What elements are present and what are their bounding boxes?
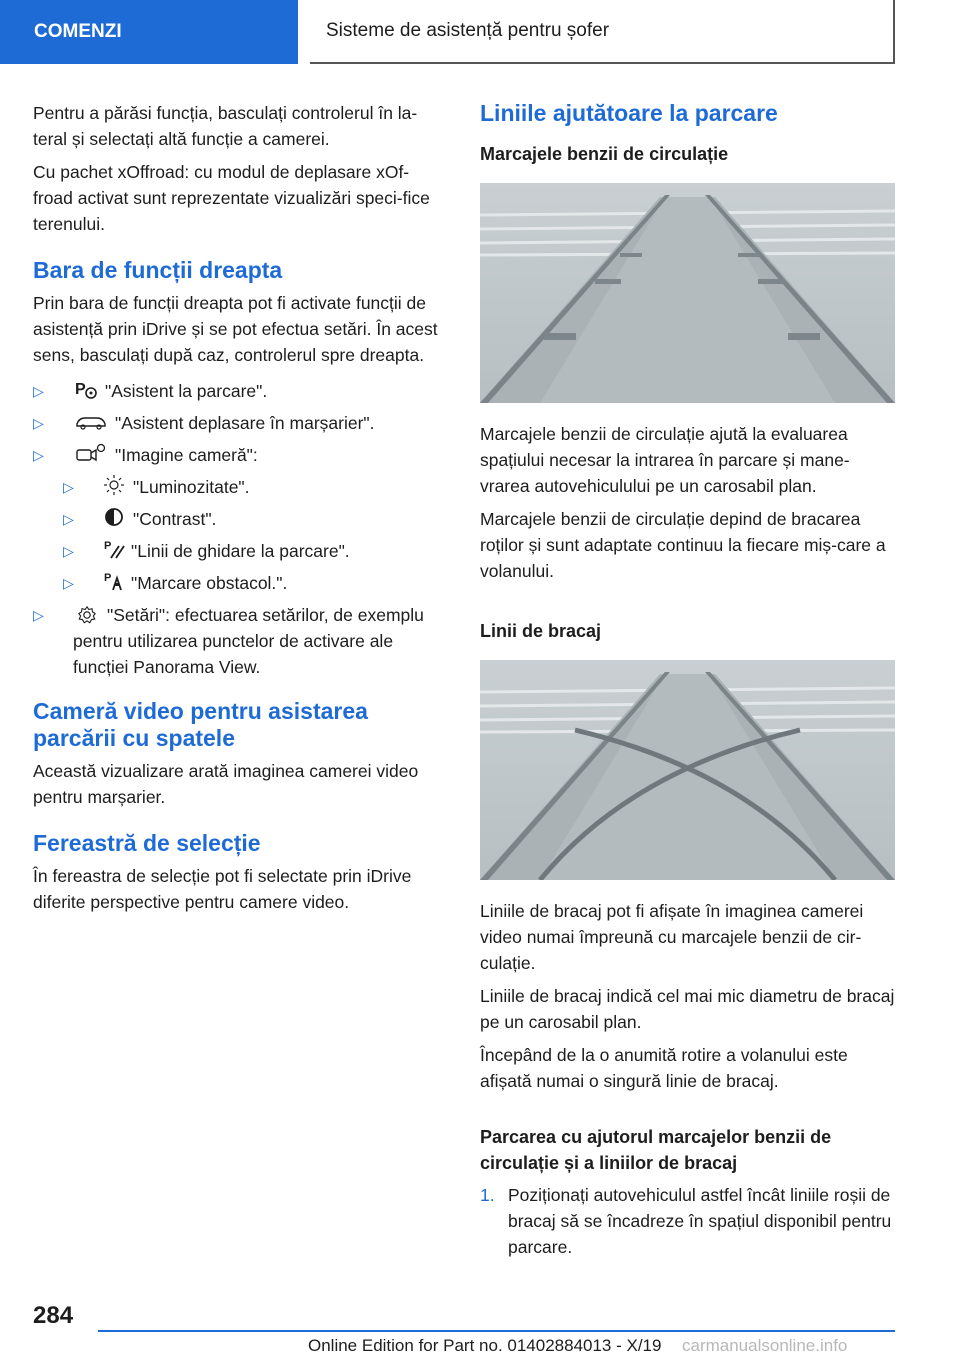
heading-turning-lines: Linii de bracaj xyxy=(480,621,602,641)
triangle-bullet-icon: ▷ xyxy=(63,543,74,559)
triangle-bullet-icon: ▷ xyxy=(33,415,44,431)
triangle-bullet-icon: ▷ xyxy=(63,575,74,591)
paragraph: Această vizualizare arată imaginea camerei video pentru marșarier. xyxy=(33,761,419,807)
list-item: ▷ "Imagine cameră": xyxy=(33,442,447,468)
list-item: ▷ "Luminozitate". xyxy=(33,474,447,500)
paragraph: Marcajele benzii de circulație ajută la evaluarea spațiului necesar la intrarea în parcare și mane-vrarea autovehiculului pe un carosabil plan. xyxy=(480,424,850,496)
triangle-bullet-icon: ▷ xyxy=(63,511,74,527)
watermark: carmanualsonline.info xyxy=(682,1336,848,1355)
edition-text: Online Edition for Part no. 01402884013 - X/19 xyxy=(308,1336,662,1355)
heading-rear-camera: Cameră video pentru asistarea parcării cu spatele xyxy=(33,698,368,751)
paragraph: Liniile de bracaj indică cel mai mic diametru de bracaj pe un carosabil plan. xyxy=(480,986,895,1032)
left-column xyxy=(33,100,447,922)
triangle-bullet-icon: ▷ xyxy=(33,607,44,623)
gear-icon xyxy=(73,605,101,625)
chapter-tab: COMENZI xyxy=(0,0,298,64)
list-item: ▷ P "Marcare obstacol.". xyxy=(33,570,447,596)
paragraph: Pentru a părăsi funcția, basculați controlerul în la-teral și selectați altă funcție a camerei. xyxy=(33,103,418,149)
heading-parking-procedure: Parcarea cu ajutorul marcajelor benzii de circulație și a liniilor de bracaj xyxy=(480,1127,832,1173)
triangle-bullet-icon: ▷ xyxy=(33,447,44,463)
svg-text:P: P xyxy=(104,540,112,552)
list-item: ▷ P "Asistent la parcare". xyxy=(33,378,447,404)
turning-lines-image xyxy=(480,660,895,880)
svg-text:P: P xyxy=(75,381,86,398)
lane-markings-image xyxy=(480,183,895,403)
parking-assistant-icon xyxy=(73,378,99,400)
footer-divider xyxy=(98,1330,895,1332)
camera-settings-icon xyxy=(73,442,109,464)
triangle-bullet-icon: ▷ xyxy=(33,383,44,399)
contrast-icon xyxy=(103,506,125,528)
paragraph: Marcajele benzii de circulație depind de bracarea roților și sunt adaptate continuu la fiecare miș-care a volanului. xyxy=(480,509,886,581)
reversing-assistant-icon xyxy=(73,410,109,432)
step-text: Poziționați autovehiculul astfel încât liniile roșii de bracaj să se încadreze în spațiul disponibil pentru parcare. xyxy=(508,1185,892,1257)
paragraph: Cu pachet xOffroad: cu modul de deplasare xOf-froad activat sunt reprezentate vizualizări speci-fice terenului. xyxy=(33,162,430,234)
list-item: ▷ "Contrast". xyxy=(33,506,447,532)
svg-text:P: P xyxy=(104,572,112,584)
heading-parking-lines: Liniile ajutătoare la parcare xyxy=(480,100,778,126)
step-item xyxy=(480,1182,895,1260)
paragraph: Începând de la o anumită rotire a volanului este afișată numai o singură linie de bracaj. xyxy=(480,1045,848,1091)
paragraph: În fereastra de selecție pot fi selectate prin iDrive diferite perspective pentru camere video. xyxy=(33,866,412,912)
guide-lines-icon xyxy=(103,538,125,560)
list-item: ▷ "Asistent deplasare în marșarier". xyxy=(33,410,447,436)
section-title: Sisteme de asistență pentru șofer xyxy=(310,0,895,64)
obstacle-marking-icon xyxy=(103,570,125,592)
right-column xyxy=(480,100,895,1260)
page-number: 284 xyxy=(33,1302,74,1329)
step-number: 1. xyxy=(480,1185,495,1205)
heading-lane-markings: Marcajele benzii de circulație xyxy=(480,144,729,164)
paragraph: Liniile de bracaj pot fi afișate în imaginea camerei video numai împreună cu marcajele benzii de cir-culație. xyxy=(480,901,864,973)
list-item: ▷ P "Linii de ghidare la parcare". xyxy=(33,538,447,564)
brightness-icon xyxy=(103,474,125,496)
paragraph: Prin bara de funcții dreapta pot fi activate funcții de asistență prin iDrive și se pot efectua setări. În acest sens, basculați după caz, controlerul spre dreapta. xyxy=(33,293,438,365)
heading-selection-window: Fereastră de selecție xyxy=(33,830,261,856)
triangle-bullet-icon: ▷ xyxy=(63,479,74,495)
heading-right-function-bar: Bara de funcții dreapta xyxy=(33,257,283,283)
list-item: ▷ "Setări": efectuarea setărilor, de exemplu pentru utilizarea punctelor de activare ale funcției Panorama View. xyxy=(33,602,447,680)
